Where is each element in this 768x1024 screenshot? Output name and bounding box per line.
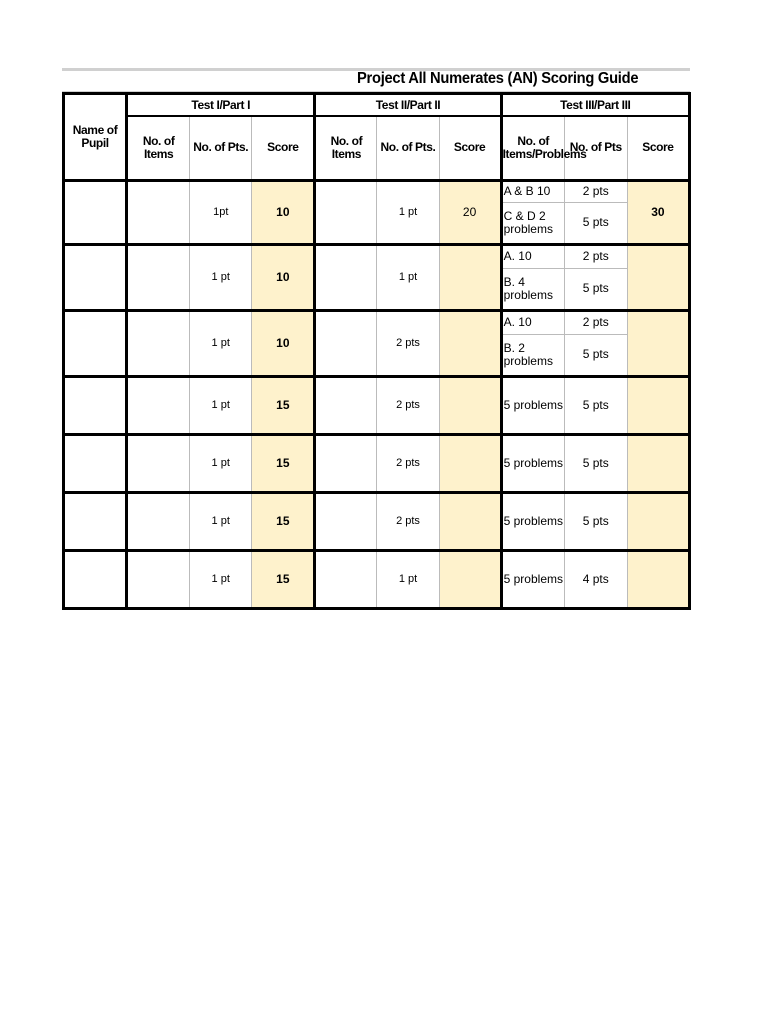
header-test1: Test I/Part I — [127, 94, 315, 117]
header-t1-items: No. of Items — [127, 116, 190, 180]
header-name-of-pupil: Name of Pupil — [64, 94, 127, 181]
pupil-name-cell[interactable] — [64, 310, 127, 376]
table-row — [64, 310, 690, 334]
t1-score-cell: 15 — [252, 492, 315, 550]
t2-score-cell — [439, 376, 501, 434]
t1-score-cell: 10 — [252, 244, 315, 310]
t3-pts-cell: 5 pts — [564, 202, 627, 244]
header-test2: Test II/Part II — [315, 94, 501, 117]
pupil-name-cell[interactable] — [64, 550, 127, 608]
pupil-name-cell[interactable] — [64, 492, 127, 550]
table-row — [64, 550, 690, 608]
table-row — [64, 434, 690, 492]
t3-pts-cell: 5 pts — [564, 334, 627, 376]
t1-score-cell: 15 — [252, 376, 315, 434]
t2-pts-cell: 1 pt — [377, 550, 439, 608]
t2-pts-cell: 1 pt — [377, 180, 439, 244]
t3-pts-cell: 5 pts — [564, 376, 627, 434]
t3-items-cell: 5 problems — [501, 550, 564, 608]
t1-items-cell[interactable] — [127, 244, 190, 310]
pupil-name-cell[interactable] — [64, 244, 127, 310]
t1-pts-cell: 1 pt — [190, 376, 252, 434]
t2-items-cell[interactable] — [315, 310, 377, 376]
t3-pts-cell: 5 pts — [564, 434, 627, 492]
t2-pts-cell: 2 pts — [377, 376, 439, 434]
t2-items-cell[interactable] — [315, 492, 377, 550]
t1-items-cell[interactable] — [127, 310, 190, 376]
t3-score-cell — [627, 492, 689, 550]
t3-score-cell — [627, 244, 689, 310]
scoring-guide-table — [62, 92, 691, 610]
table-row — [64, 492, 690, 550]
t2-pts-cell: 2 pts — [377, 310, 439, 376]
t1-pts-cell: 1 pt — [190, 434, 252, 492]
pupil-name-cell[interactable] — [64, 180, 127, 244]
t1-items-cell[interactable] — [127, 376, 190, 434]
header-t1-pts: No. of Pts. — [190, 116, 252, 180]
t2-pts-cell: 2 pts — [377, 492, 439, 550]
t1-score-cell: 15 — [252, 434, 315, 492]
t2-score-cell — [439, 434, 501, 492]
t3-items-cell: 5 problems — [501, 492, 564, 550]
t1-score-cell: 10 — [252, 180, 315, 244]
t1-pts-cell: 1 pt — [190, 550, 252, 608]
t3-score-cell — [627, 310, 689, 376]
table-row — [64, 376, 690, 434]
pupil-name-cell[interactable] — [64, 376, 127, 434]
t3-items-cell: A. 10 — [501, 244, 564, 268]
t2-score-cell: 20 — [439, 180, 501, 244]
header-test3: Test III/Part III — [501, 94, 689, 117]
t2-score-cell — [439, 550, 501, 608]
t2-items-cell[interactable] — [315, 550, 377, 608]
header-t1-score: Score — [252, 116, 315, 180]
t2-items-cell[interactable] — [315, 434, 377, 492]
t3-score-cell — [627, 376, 689, 434]
group-header-row — [64, 94, 690, 117]
t1-pts-cell: 1 pt — [190, 244, 252, 310]
t1-pts-cell: 1 pt — [190, 310, 252, 376]
t2-pts-cell: 2 pts — [377, 434, 439, 492]
table-row — [64, 180, 690, 202]
t2-score-cell — [439, 310, 501, 376]
header-t2-pts: No. of Pts. — [377, 116, 439, 180]
t3-items-cell: C & D 2 problems — [501, 202, 564, 244]
t3-items-cell: A. 10 — [501, 310, 564, 334]
t2-score-cell — [439, 492, 501, 550]
t3-items-cell: B. 2 problems — [501, 334, 564, 376]
t1-score-cell: 10 — [252, 310, 315, 376]
header-t2-items: No. of Items — [315, 116, 377, 180]
t3-score-cell — [627, 434, 689, 492]
t1-items-cell[interactable] — [127, 434, 190, 492]
t1-pts-cell: 1pt — [190, 180, 252, 244]
t3-score-cell: 30 — [627, 180, 689, 244]
t3-score-cell — [627, 550, 689, 608]
header-t3-items: No. of Items/Problems — [501, 116, 564, 180]
t2-items-cell[interactable] — [315, 376, 377, 434]
t3-pts-cell: 4 pts — [564, 550, 627, 608]
t1-items-cell[interactable] — [127, 492, 190, 550]
table-row — [64, 244, 690, 268]
t2-items-cell[interactable] — [315, 180, 377, 244]
header-t3-pts: No. of Pts — [564, 116, 627, 180]
t2-items-cell[interactable] — [315, 244, 377, 310]
page-title: Project All Numerates (AN) Scoring Guide — [357, 70, 639, 87]
t2-score-cell — [439, 244, 501, 310]
header-t2-score: Score — [439, 116, 501, 180]
t3-items-cell: 5 problems — [501, 376, 564, 434]
t3-items-cell: 5 problems — [501, 434, 564, 492]
t3-pts-cell: 5 pts — [564, 268, 627, 310]
t3-pts-cell: 2 pts — [564, 310, 627, 334]
t1-items-cell[interactable] — [127, 550, 190, 608]
header-t3-score: Score — [627, 116, 689, 180]
t3-pts-cell: 5 pts — [564, 492, 627, 550]
t3-items-cell: A & B 10 — [501, 180, 564, 202]
pupil-name-cell[interactable] — [64, 434, 127, 492]
t1-pts-cell: 1 pt — [190, 492, 252, 550]
t1-items-cell[interactable] — [127, 180, 190, 244]
t2-pts-cell: 1 pt — [377, 244, 439, 310]
t3-items-cell: B. 4 problems — [501, 268, 564, 310]
t3-pts-cell: 2 pts — [564, 244, 627, 268]
t3-pts-cell: 2 pts — [564, 180, 627, 202]
t1-score-cell: 15 — [252, 550, 315, 608]
column-header-row — [64, 116, 690, 180]
